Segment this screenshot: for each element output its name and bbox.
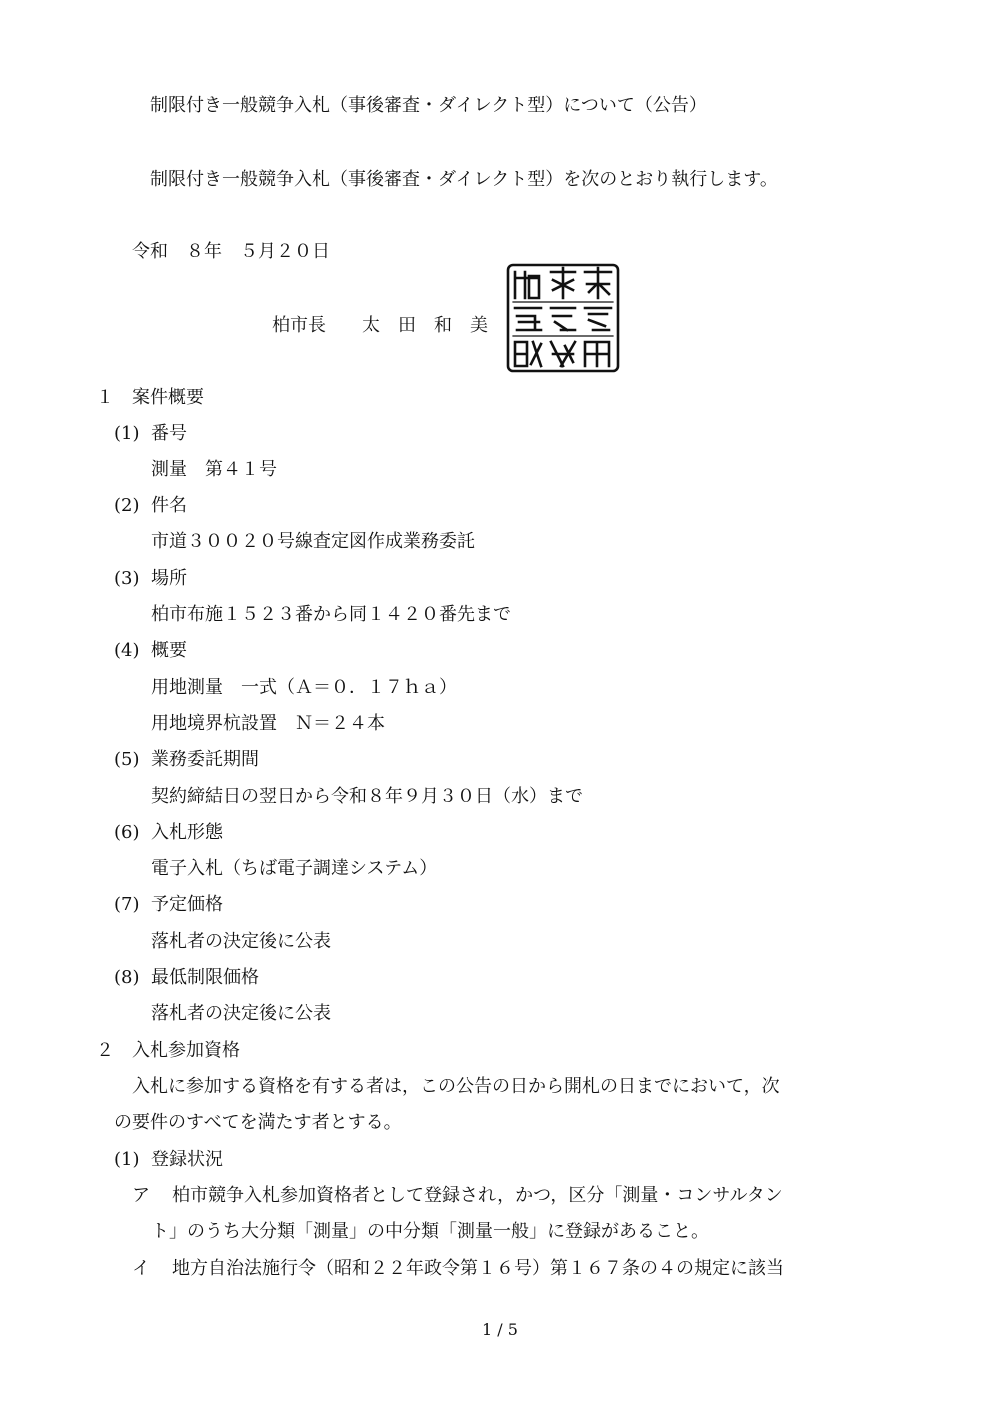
item-value-number: 測量 第４１号 [151, 459, 277, 480]
intro-sentence: 制限付き一般競争入札（事後審査・ダイレクト型）を次のとおり執行します。 [150, 169, 778, 190]
notice-title: 制限付き一般競争入札（事後審査・ダイレクト型）について（公告） [150, 95, 707, 116]
item-value-overview-stakes: 用地境界杭設置 Ｎ＝２４本 [151, 713, 385, 734]
item-value-planned-price: 落札者の決定後に公表 [151, 931, 331, 952]
clause-i-line-1: 地方自治法施行令（昭和２２年政令第１６号）第１６７条の４の規定に該当 [172, 1258, 784, 1279]
item-label-planned-price: (7) [114, 894, 140, 915]
section-heading-case-summary: １ 案件概要 [96, 387, 204, 408]
item-title-number: 番号 [151, 423, 187, 444]
clause-marker-i: イ [132, 1258, 150, 1279]
eligibility-paragraph-line-2: の要件のすべてを満たす者とする。 [114, 1112, 402, 1133]
issuer-name: 柏市長 太 田 和 美 [272, 315, 488, 336]
eligibility-paragraph-line-1: 入札に参加する資格を有する者は，この公告の日から開札の日までにおいて，次 [132, 1076, 780, 1097]
clause-marker-a: ア [132, 1185, 150, 1206]
item-value-overview-survey: 用地測量 一式（Ａ＝０．１７ｈａ） [151, 677, 457, 698]
item-title-minimum-price: 最低制限価格 [151, 967, 259, 988]
item-title-overview: 概要 [151, 640, 187, 661]
item-value-bid-form: 電子入札（ちば電子調達システム） [151, 858, 438, 879]
item-label-location: (3) [114, 568, 140, 589]
item-label-period: (5) [114, 749, 140, 770]
item-label-minimum-price: (8) [114, 967, 140, 988]
clause-a-line-1: 柏市競争入札参加資格者として登録され，かつ，区分「測量・コンサルタン [172, 1185, 783, 1206]
clause-a-line-2: ト」のうち大分類「測量」の中分類「測量一般」に登録があること。 [151, 1221, 709, 1242]
item-label-number: (1) [114, 423, 140, 444]
item-value-location: 柏市布施１５２３番から同１４２０番先まで [151, 604, 511, 625]
notice-date: 令和 ８年 ５月２０日 [132, 241, 330, 262]
item-title-bid-form: 入札形態 [151, 822, 223, 843]
section-heading-eligibility: ２ 入札参加資格 [96, 1040, 240, 1061]
item-title-name: 件名 [151, 495, 187, 516]
item-label-overview: (4) [114, 640, 140, 661]
official-seal-stamp [505, 262, 621, 374]
item-label-bid-form: (6) [114, 822, 140, 843]
item-title-planned-price: 予定価格 [151, 894, 223, 915]
item-title-location: 場所 [151, 568, 187, 589]
item-value-period: 契約締結日の翌日から令和８年９月３０日（水）まで [151, 786, 583, 807]
item-value-minimum-price: 落札者の決定後に公表 [151, 1003, 331, 1024]
item-value-name: 市道３００２０号線査定図作成業務委託 [151, 531, 475, 552]
sub-item-label-registration: (1) [114, 1149, 140, 1170]
item-title-period: 業務委託期間 [151, 749, 259, 770]
item-label-name: (2) [114, 495, 140, 516]
page-number: 1 / 5 [482, 1320, 518, 1339]
sub-item-title-registration: 登録状況 [151, 1149, 223, 1170]
